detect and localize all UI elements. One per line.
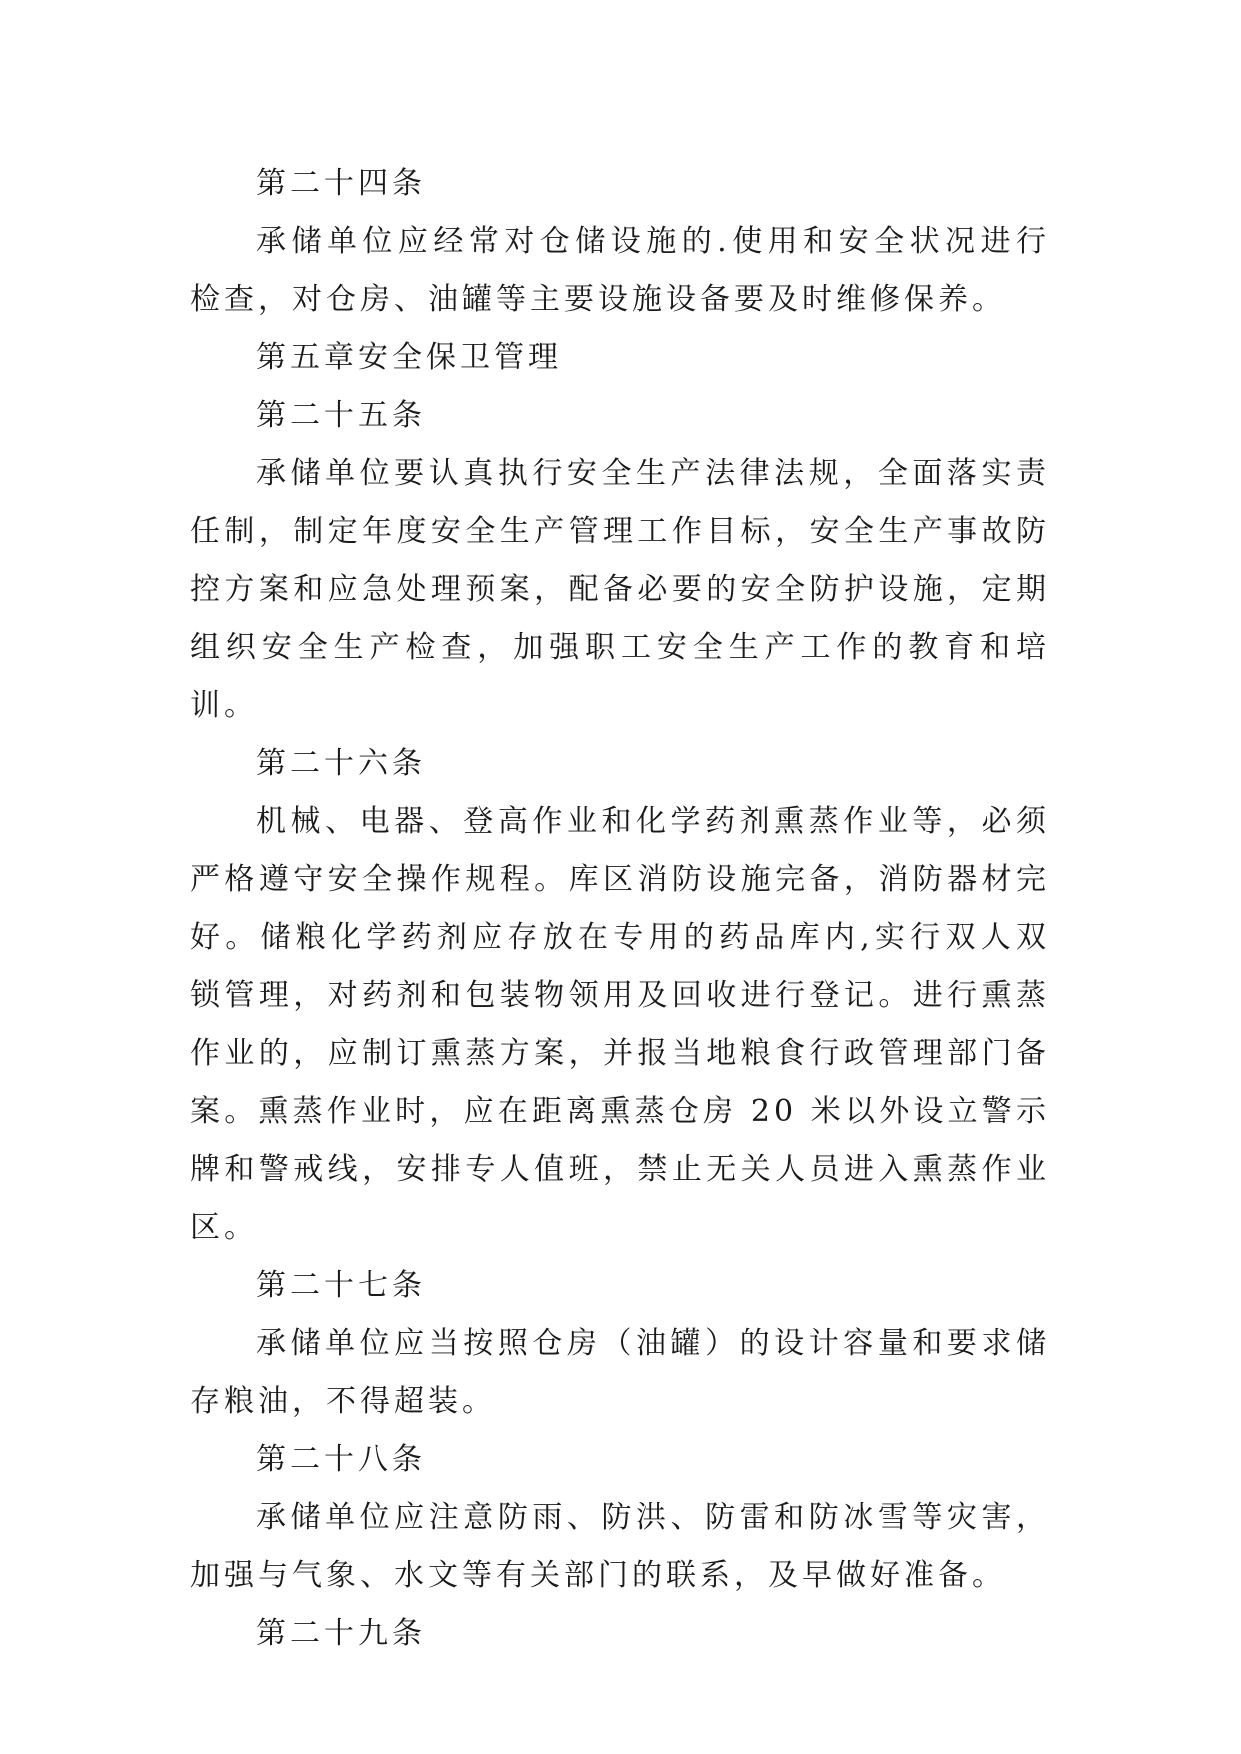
chapter-5-heading: 第五章安全保卫管理 [256, 340, 562, 375]
article-24-heading: 第二十四条 [256, 166, 426, 201]
article-26-text: 机械、电器、登高作业和化学药剂熏蒸作业等，必须严格遵守安全操作规程。库区消防设施完备，消防器材完好。储粮化学药剂应存放在专用的药品库内,实行双人双锁管理，对药剂和包装物领用及回收进行登记。进行熏蒸作业的，应制订熏蒸方案，并报当地粮食行政管理部门备案。熏蒸作业时，应在距离熏蒸仓房 20 米以外设立警示牌和警戒线，安排专人值班，禁止无关人员进入熏蒸作业区。 [190, 804, 1050, 1245]
article-27-heading: 第二十七条 [256, 1268, 426, 1303]
article-27-text: 承储单位应当按照仓房（油罐）的设计容量和要求储存粮油，不得超装。 [190, 1326, 1050, 1419]
article-28-text: 承储单位应注意防雨、防洪、防雷和防冰雪等灾害，加强与气象、水文等有关部门的联系，及早做好准备。 [190, 1500, 1050, 1593]
article-28-heading: 第二十八条 [256, 1442, 426, 1477]
article-29-heading: 第二十九条 [256, 1616, 426, 1651]
article-26-heading: 第二十六条 [256, 746, 426, 781]
document-body [190, 155, 1050, 1663]
article-25-text: 承储单位要认真执行安全生产法律法规，全面落实责任制，制定年度安全生产管理工作目标，安全生产事故防控方案和应急处理预案，配备必要的安全防护设施，定期组织安全生产检查，加强职工安全生产工作的教育和培训。 [190, 456, 1050, 723]
article-25-heading: 第二十五条 [256, 398, 426, 433]
article-24-text: 承储单位应经常对仓储设施的.使用和安全状况进行检查，对仓房、油罐等主要设施设备要及时维修保养。 [190, 224, 1050, 317]
